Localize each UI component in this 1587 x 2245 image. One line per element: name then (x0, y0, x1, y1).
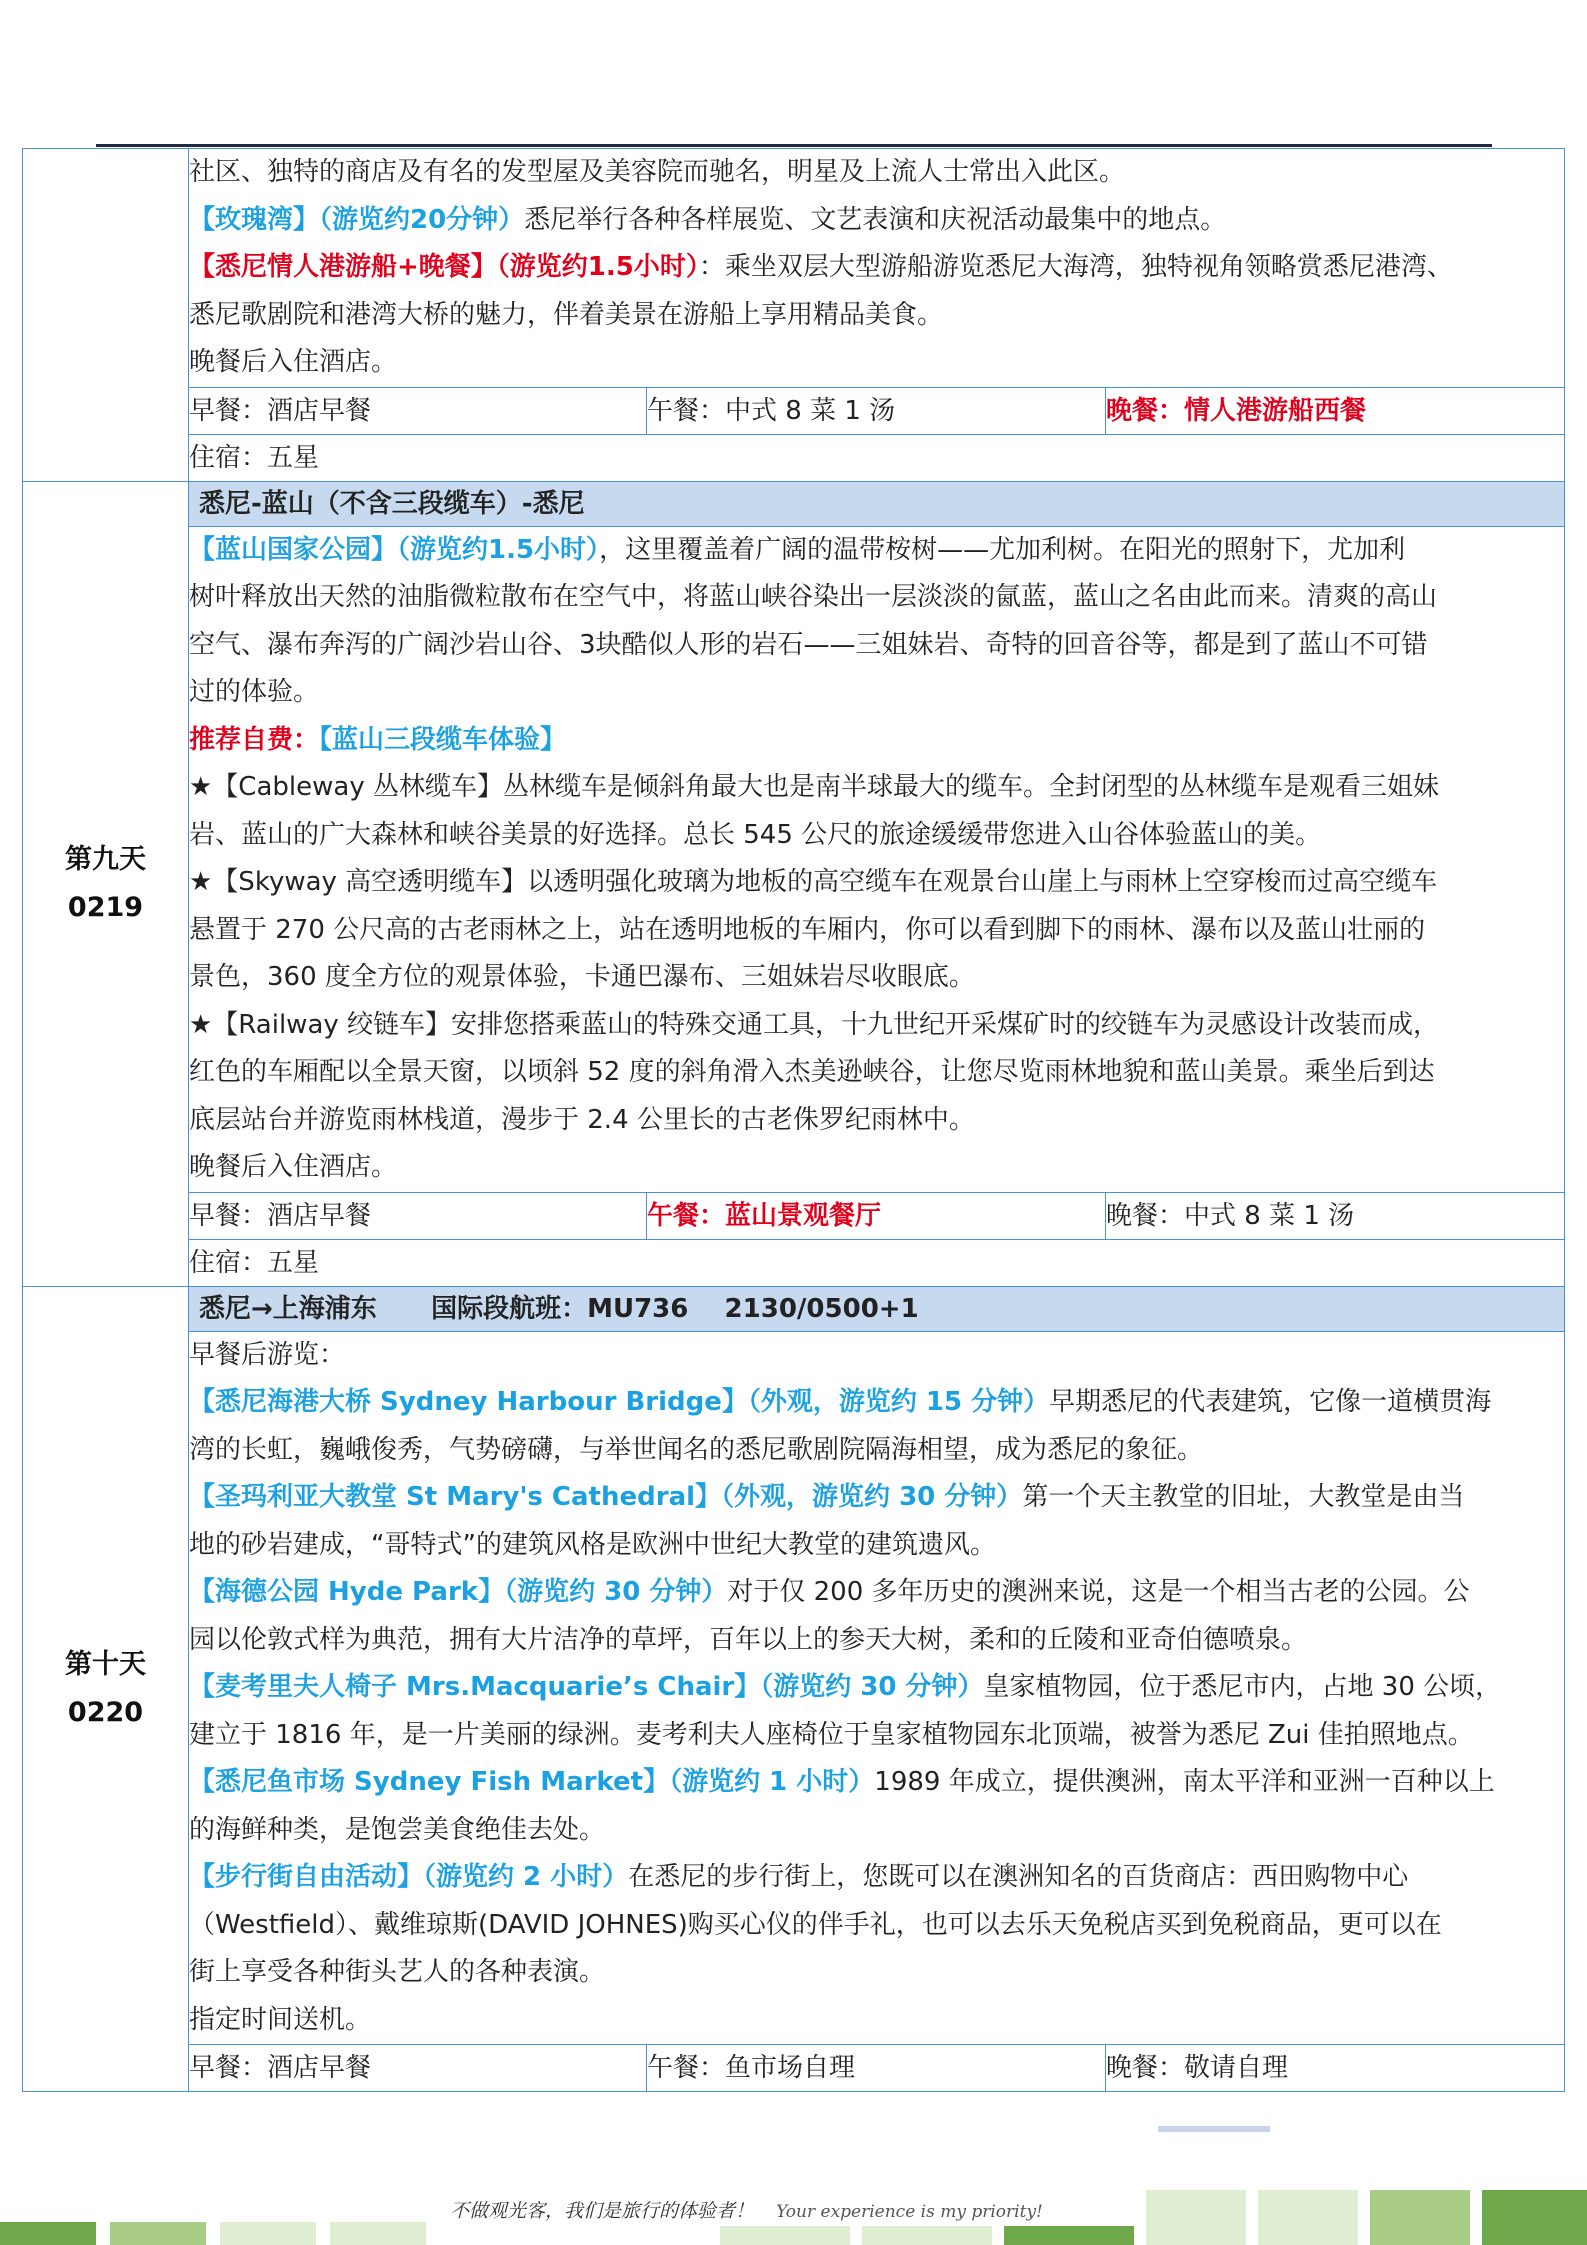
body-text: ★【Railway 绞链车】安排您搭乘蓝山的特殊交通工具，十九世纪开采煤矿时的绞链车为灵感设计改装而成， (189, 1009, 1440, 1040)
day10-date: 0220 (67, 1696, 144, 1728)
day10-lunch: 午餐：鱼市场自理 (647, 2045, 1106, 2092)
body-text: 晚餐后入住酒店。 (189, 1152, 398, 1182)
highlight-text: 【蓝山国家公园】（游览约1.5小时） (189, 534, 600, 565)
day9-meals-row (23, 1192, 1565, 1239)
day10-label: 第十天 (65, 1648, 146, 1680)
body-text: 1989 年成立，提供澳洲，南太平洋和亚洲一百种以上 (874, 1767, 1495, 1797)
text-line (189, 1854, 1564, 1902)
highlight-text: 推荐自费： (189, 724, 320, 755)
body-text: 第一个天主教堂的旧址，大教堂是由当 (1022, 1482, 1465, 1512)
body-text: 红色的车厢配以全景天窗，以顷斜 52 度的斜角滑入杰美逊峡谷，让您尽览雨林地貌和蓝山美景。乘坐后到达 (189, 1057, 1435, 1087)
body-text: 底层站台并游览雨林栈道，漫步于 2.4 公里长的古老侏罗纪雨林中。 (189, 1104, 975, 1135)
day8-lunch: 午餐：中式 8 菜 1 汤 (647, 387, 1106, 434)
body-text: 岩、蓝山的广大森林和峡谷美景的好选择。总长 545 公尺的旅途缓缓带您进入山谷体验蓝山的美。 (189, 819, 1322, 850)
day10-dinner: 晚餐：敬请自理 (1106, 2045, 1565, 2092)
footer-square (1482, 2190, 1587, 2245)
day9-description (189, 526, 1565, 1192)
body-text: 地的砂岩建成，“哥特式”的建筑风格是欧洲中世纪大教堂的建筑遗风。 (189, 1529, 996, 1560)
body-text: 的海鲜种类，是饱尝美食绝佳去处。 (189, 1814, 606, 1845)
day8-breakfast: 早餐：酒店早餐 (189, 387, 647, 434)
day9-lunch: 午餐：蓝山景观餐厅 (647, 1192, 1106, 1239)
text-line (189, 292, 1564, 340)
text-line (189, 149, 1564, 197)
text-line (189, 812, 1564, 860)
day8-lines (189, 149, 1564, 387)
day10-breakfast: 早餐：酒店早餐 (189, 2045, 647, 2092)
footer-square (220, 2222, 316, 2245)
footer-square (330, 2222, 426, 2245)
footer-square (862, 2226, 992, 2245)
body-text: 过的体验。 (189, 677, 320, 707)
day9-label: 第九天 (65, 843, 146, 875)
highlight-text: 【蓝山三段缆车体验】 (319, 724, 567, 755)
body-text: 悉尼举行各种各样展览、文艺表演和庆祝活动最集中的地点。 (524, 204, 1227, 235)
text-line (189, 1332, 1564, 1380)
body-text: ★【Cableway 丛林缆车】丛林缆车是倾斜角最大也是南半球最大的缆车。全封闭型的丛林缆车是观看三姐妹 (189, 772, 1439, 802)
body-text: ★【Skyway 高空透明缆车】以透明强化玻璃为地板的高空缆车在观景台山崖上与雨林上空穿梭而过高空缆车 (189, 867, 1438, 897)
day9-title-row (23, 481, 1565, 526)
day8-label-cell (23, 149, 189, 482)
footer-square (1004, 2226, 1134, 2245)
day10-lines (189, 1332, 1564, 2045)
highlight-text: 【海德公园 Hyde Park】（游览约 30 分钟） (189, 1577, 728, 1607)
text-line (189, 859, 1564, 907)
text-line (189, 1569, 1564, 1617)
day9-dinner: 晚餐：中式 8 菜 1 汤 (1106, 1192, 1565, 1239)
day9-content-row (23, 526, 1565, 1192)
text-line (189, 669, 1564, 717)
highlight-text: 【悉尼情人港游船+晚餐】（游览约1.5小时） (189, 252, 699, 282)
text-line (189, 1522, 1564, 1570)
text-line (189, 1712, 1564, 1760)
text-line (189, 1807, 1564, 1855)
footer-slogan (450, 2196, 1043, 2223)
body-text: 早餐后游览： (189, 1339, 346, 1370)
footer-square (1370, 2190, 1470, 2245)
day8-content-row (23, 149, 1565, 388)
body-text: 对于仅 200 多年历史的澳洲来说，这是一个相当古老的公园。公 (727, 1577, 1470, 1607)
body-text: 悉尼歌剧院和港湾大桥的魅力，伴着美景在游船上享用精品美食。 (189, 299, 944, 330)
body-text: 在悉尼的步行街上，您既可以在澳洲知名的百货商店：西田购物中心 (628, 1862, 1409, 1892)
day9-title: 悉尼-蓝山（不含三段缆车）-悉尼 (189, 482, 1564, 526)
body-text: 景色，360 度全方位的观景体验，卡通巴瀑布、三姐妹岩尽收眼底。 (189, 962, 975, 992)
text-line (189, 954, 1564, 1002)
text-line (189, 1144, 1564, 1192)
footer-square (110, 2222, 206, 2245)
text-line (189, 1474, 1564, 1522)
body-text: 晚餐后入住酒店。 (189, 347, 398, 377)
text-line (189, 1049, 1564, 1097)
body-text: ：乘坐双层大型游船游览悉尼大海湾，独特视角领略赏悉尼港湾、 (698, 252, 1453, 282)
text-line (189, 764, 1564, 812)
text-line (189, 1427, 1564, 1475)
day10-title: 悉尼→上海浦东 国际段航班：MU736 2130/0500+1 (189, 1287, 1564, 1331)
text-line (189, 1002, 1564, 1050)
body-text: 指定时间送机。 (189, 2004, 372, 2035)
text-line (189, 1902, 1564, 1950)
highlight-text: 【悉尼海港大桥 Sydney Harbour Bridge】（外观，游览约 15 分钟） (189, 1387, 1050, 1417)
text-line (189, 1379, 1564, 1427)
highlight-text: 【玫瑰湾】（游览约20分钟） (189, 204, 525, 235)
highlight-text: 【圣玛利亚大教堂 St Mary's Cathedral】（外观，游览约 30 分钟） (189, 1482, 1023, 1512)
text-line (189, 527, 1564, 575)
footer-slogan-cn: 不做观光客，我们是旅行的体验者！ (450, 2200, 755, 2222)
day9-title-cell (189, 481, 1565, 526)
text-line (189, 1759, 1564, 1807)
day9-breakfast: 早餐：酒店早餐 (189, 1192, 647, 1239)
day10-title-row (23, 1286, 1565, 1331)
body-text: 建立于 1816 年，是一片美丽的绿洲。麦考利夫人座椅位于皇家植物园东北顶端，被誉为悉尼 Zui 佳拍照地点。 (189, 1719, 1474, 1750)
footer-square (1146, 2190, 1246, 2245)
text-line (189, 1617, 1564, 1665)
highlight-text: 【麦考里夫人椅子 Mrs.Macquarie’s Chair】（游览约 30 分钟） (189, 1672, 984, 1702)
day9-date: 0219 (67, 891, 144, 923)
footer-square (1258, 2190, 1358, 2245)
day10-title-cell (189, 1286, 1565, 1331)
body-text: 社区、独特的商店及有名的发型屋及美容院而驰名，明星及上流人士常出入此区。 (189, 157, 1126, 187)
day10-content-row (23, 1331, 1565, 2045)
text-line (189, 244, 1564, 292)
day8-meals-row (23, 387, 1565, 434)
highlight-text: 【步行街自由活动】（游览约 2 小时） (189, 1862, 629, 1892)
day9-label-cell (23, 481, 189, 1286)
day10-description (189, 1331, 1565, 2045)
footer-square (0, 2222, 96, 2245)
body-text: 空气、瀑布奔泻的广阔沙岩山谷、3块酷似人形的岩石——三姐妹岩、奇特的回音谷等，都是到了蓝山不可错 (189, 629, 1428, 660)
text-line (189, 717, 1564, 765)
body-text: 园以伦敦式样为典范，拥有大片洁净的草坪，百年以上的参天大树，柔和的丘陵和亚奇伯德喷泉。 (189, 1624, 1308, 1655)
highlight-text: 【悉尼鱼市场 Sydney Fish Market】（游览约 1 小时） (189, 1767, 875, 1797)
day10-meals-row (23, 2045, 1565, 2092)
day9-lines (189, 527, 1564, 1192)
body-text: ，这里覆盖着广阔的温带桉树——尤加利树。在阳光的照射下，尤加利 (599, 534, 1406, 565)
day9-stay: 住宿：五星 (189, 1239, 1565, 1286)
body-text: 街上享受各种街头艺人的各种表演。 (189, 1957, 606, 1987)
day8-stay: 住宿：五星 (189, 434, 1565, 481)
text-line (189, 197, 1564, 245)
day9-stay-row (23, 1239, 1565, 1286)
decorative-bar (1158, 2126, 1270, 2132)
text-line (189, 574, 1564, 622)
text-line (189, 1664, 1564, 1712)
body-text: 皇家植物园，位于悉尼市内，占地 30 公顷， (983, 1672, 1502, 1702)
body-text: 树叶释放出天然的油脂微粒散布在空气中，将蓝山峡谷染出一层淡淡的氤蓝，蓝山之名由此而来。清爽的高山 (189, 582, 1438, 612)
header-rule (96, 144, 1492, 147)
itinerary-table (22, 148, 1565, 2092)
text-line (189, 1949, 1564, 1997)
body-text: 早期悉尼的代表建筑，它像一道横贯海 (1049, 1387, 1492, 1417)
text-line (189, 907, 1564, 955)
footer-slogan-en: Your experience is my priority! (776, 2202, 1043, 2222)
day8-dinner: 晚餐：情人港游船西餐 (1106, 387, 1565, 434)
text-line (189, 1097, 1564, 1145)
day8-stay-row (23, 434, 1565, 481)
body-text: 悬置于 270 公尺高的古老雨林之上，站在透明地板的车厢内，你可以看到脚下的雨林、瀑布以及蓝山壮丽的 (189, 914, 1426, 945)
text-line (189, 1997, 1564, 2045)
footer-square (720, 2226, 850, 2245)
text-line (189, 622, 1564, 670)
day8-description (189, 149, 1565, 388)
text-line (189, 339, 1564, 387)
body-text: 湾的长虹，巍峨俊秀，气势磅礴，与举世闻名的悉尼歌剧院隔海相望，成为悉尼的象征。 (189, 1434, 1204, 1465)
body-text: （Westfield）、戴维琼斯(DAVID JOHNES)购买心仪的伴手礼，也可以去乐天免税店买到免税商品，更可以在 (189, 1909, 1442, 1940)
day10-label-cell (23, 1286, 189, 2092)
